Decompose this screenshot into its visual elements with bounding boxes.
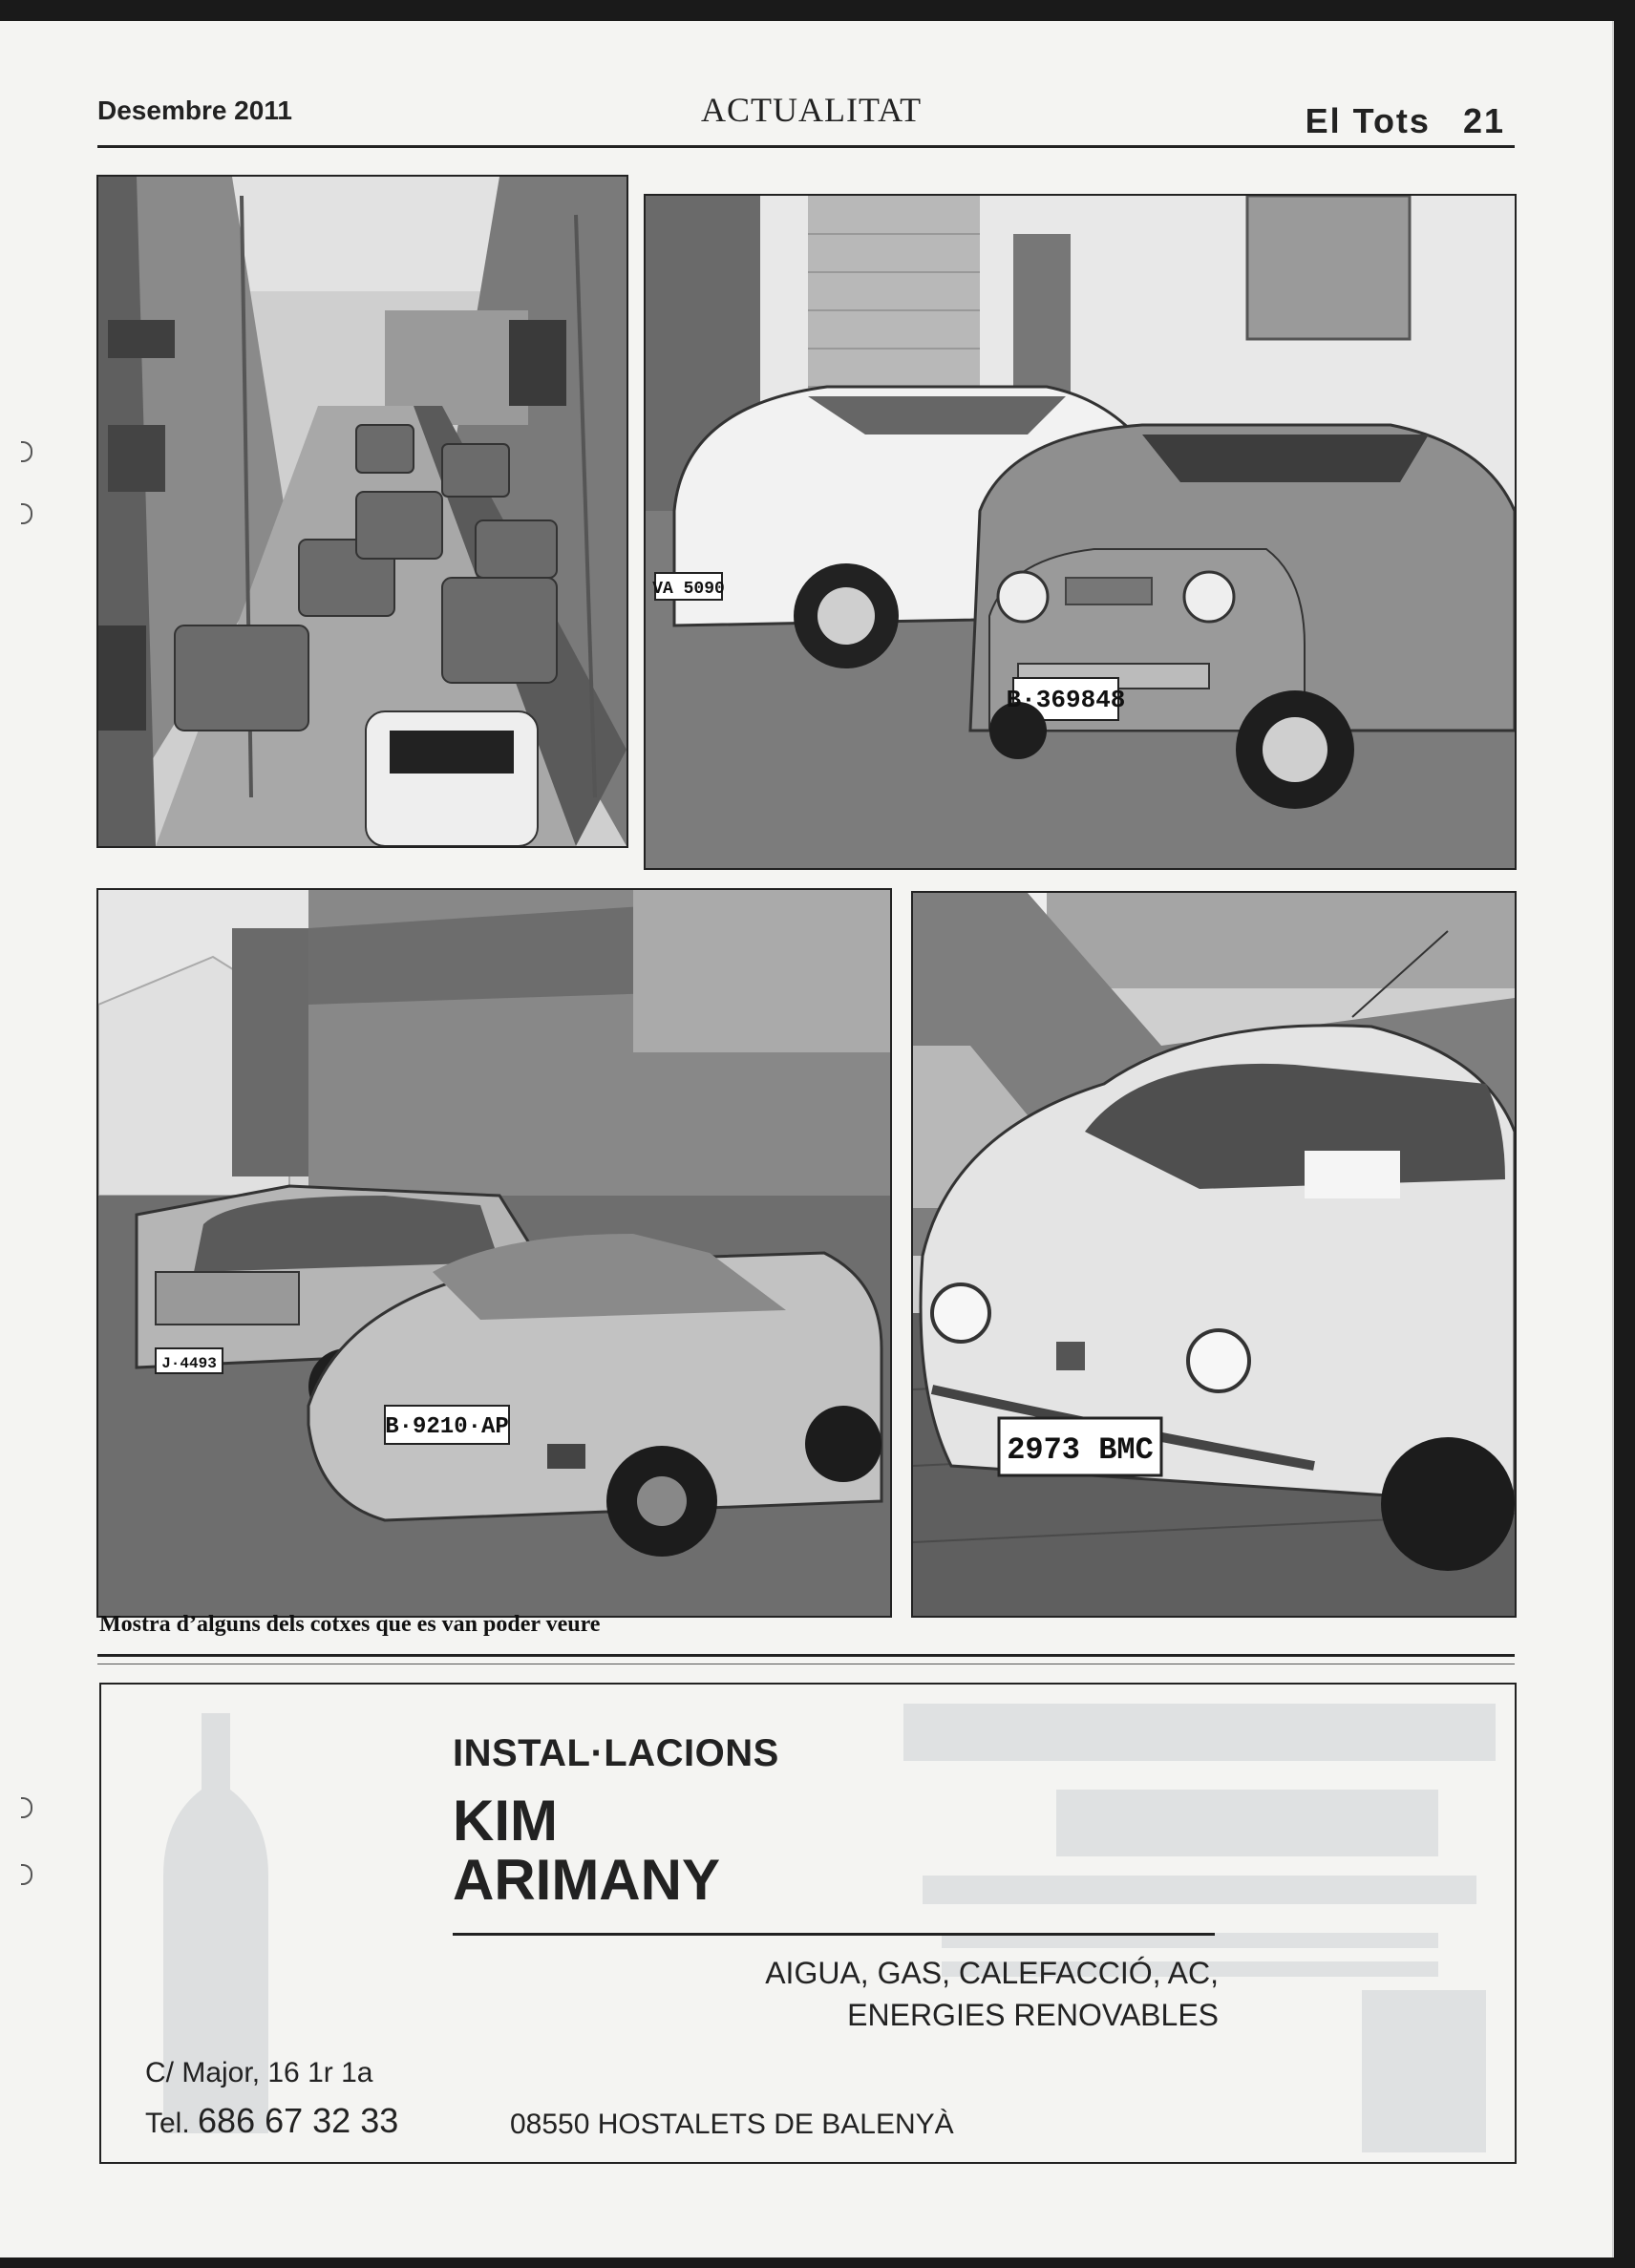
photo-porsche-914 — [96, 888, 892, 1618]
caption-rule — [97, 1654, 1515, 1657]
porsche-914-image — [98, 890, 890, 1616]
ad-title-line1: INSTAL·LACIONS — [453, 1732, 779, 1774]
header-rule — [97, 145, 1515, 148]
seat-600-image — [646, 196, 1515, 868]
binding-mark — [21, 1864, 32, 1885]
ad-tel-label: Tel. — [145, 2108, 190, 2139]
ad-services — [765, 1952, 1219, 2036]
plate-renault-dauphine: 2973 BMC — [1007, 1432, 1154, 1468]
publication-name: El Tots — [1305, 101, 1431, 140]
ad-services-line2: ENERGIES RENOVABLES — [847, 1998, 1219, 2032]
photo-renault-dauphine — [911, 891, 1517, 1618]
plate-seat-600-front: B·369848 — [1006, 686, 1126, 714]
page-number: 21 — [1462, 101, 1505, 140]
advertisement-kim-arimany — [99, 1683, 1517, 2164]
photo-street-traffic — [96, 175, 628, 848]
renault-dauphine-image — [913, 893, 1515, 1616]
ad-title-line3: ARIMANY — [453, 1848, 720, 1912]
ad-services-line1: AIGUA, GAS, CALEFACCIÓ, AC, — [765, 1956, 1219, 1990]
plate-porsche-914: B·9210·AP — [385, 1414, 509, 1440]
photo-caption: Mostra d’alguns dels cotxes que es van poder veure — [99, 1612, 601, 1637]
header-publication — [1306, 101, 1505, 141]
ad-rule — [453, 1933, 1215, 1936]
ad-tel-number: 686 67 32 33 — [198, 2101, 399, 2140]
magazine-page — [0, 21, 1614, 2257]
show-through-graphic — [884, 1685, 1515, 2162]
plate-seat-1500: J·4493 — [161, 1355, 217, 1372]
header-date: Desembre 2011 — [97, 95, 292, 125]
binding-mark — [21, 441, 32, 462]
binding-mark — [21, 1797, 32, 1818]
street-image — [98, 177, 626, 846]
ad-town: 08550 HOSTALETS DE BALENYÀ — [510, 2109, 954, 2140]
ad-telephone — [145, 2101, 398, 2141]
ad-address: C/ Major, 16 1r 1a — [145, 2057, 373, 2088]
photo-seat-600 — [644, 194, 1517, 870]
header-section: ACTUALITAT — [701, 91, 923, 129]
ad-title-line2: KIM — [453, 1789, 558, 1853]
plate-seat-600-back: VA 5090 — [652, 580, 725, 599]
binding-mark — [21, 503, 32, 524]
